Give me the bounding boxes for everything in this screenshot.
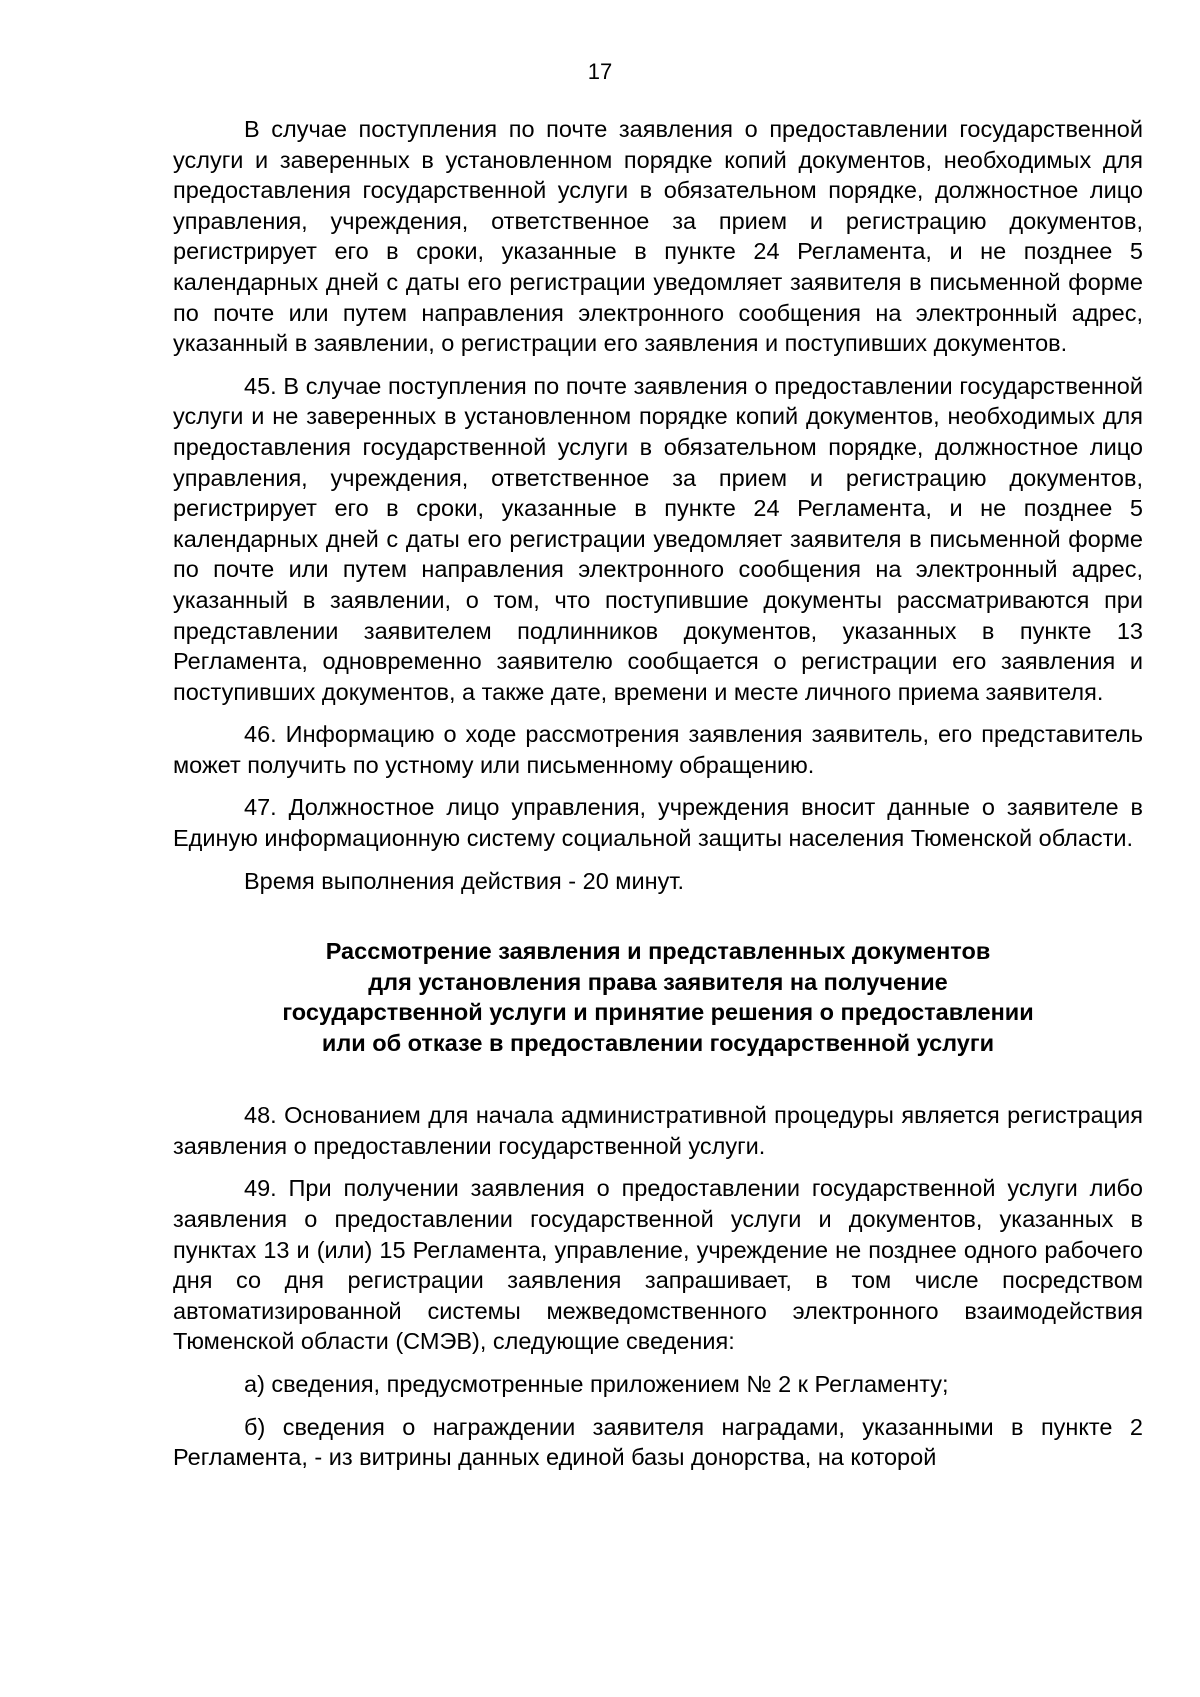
page-number: 17 [587, 59, 613, 84]
list-item-b: б) сведения о награждении заявителя наградами, указанными в пункте 2 Регламента, - из витрины данных единой базы донорства, на которой [173, 1413, 1143, 1471]
section-heading-line: государственной услуги и принятие решения о предоставлении [282, 999, 1034, 1026]
section-heading [173, 936, 1143, 1058]
paragraph-49: 49. При получении заявления о предоставлении государственной услуги либо заявления о предоставлении государственной услуги и документов, указанных в пунктах 13 и (или) 15 Регламента, управление, учреждение не позднее одного рабочего дня со дня регистрации заявления запрашивает, в том числе посредством автоматизированной системы межведомственного электронного взаимодействия Тюменской области (СМЭВ), следующие сведения: [173, 1175, 1143, 1355]
section-heading-line: Рассмотрение заявления и представленных документов [325, 938, 991, 965]
section-heading-line: или об отказе в предоставлении государственной услуги [321, 1029, 995, 1056]
paragraph-47: 47. Должностное лицо управления, учреждения вносит данные о заявителе в Единую информационную систему социальной защиты населения Тюменской области. [173, 794, 1143, 852]
list-item-a: а) сведения, предусмотренные приложением № 2 к Регламенту; [244, 1371, 949, 1397]
document-body [173, 114, 1143, 1485]
paragraph-45: 45. В случае поступления по почте заявления о предоставлении государственной услуги и не заверенных в установленном порядке копий документов, необходимых для предоставления государственной услуги в обязательном порядке, должностное лицо управления, учреждения, ответственное за прием и регистрацию документов, регистрирует его в сроки, указанные в пункте 24 Регламента, и не позднее 5 календарных дней с даты его регистрации уведомляет заявителя в письменной форме по почте или путем направления электронного сообщения на электронный адрес, указанный в заявлении, о том, что поступившие документы рассматриваются при представлении заявителем подлинников документов, указанных в пункте 13 Регламента, одновременно заявителю сообщается о регистрации его заявления и поступивших документов, а также дате, времени и месте личного приема заявителя. [173, 372, 1143, 705]
paragraph-48: 48. Основанием для начала административной процедуры является регистрация заявления о предоставлении государственной услуги. [173, 1102, 1143, 1159]
paragraph-execution-time: Время выполнения действия - 20 минут. [244, 867, 685, 894]
section-heading-line: для установления права заявителя на получение [368, 968, 948, 995]
paragraph-46: 46. Информацию о ходе рассмотрения заявления заявитель, его представитель может получить по устному или письменному обращению. [173, 721, 1143, 778]
paragraph-mail-certified: В случае поступления по почте заявления о предоставлении государственной услуги и заверенных в установленном порядке копий документов, необходимых для предоставления государственной услуги в обязательном порядке, должностное лицо управления, учреждения, ответственное за прием и регистрацию документов, регистрирует его в сроки, указанные в пункте 24 Регламента, и не позднее 5 календарных дней с даты его регистрации уведомляет заявителя в письменной форме по почте или путем направления электронного сообщения на электронный адрес, указанный в заявлении, о регистрации его заявления и поступивших документов. [173, 116, 1143, 357]
